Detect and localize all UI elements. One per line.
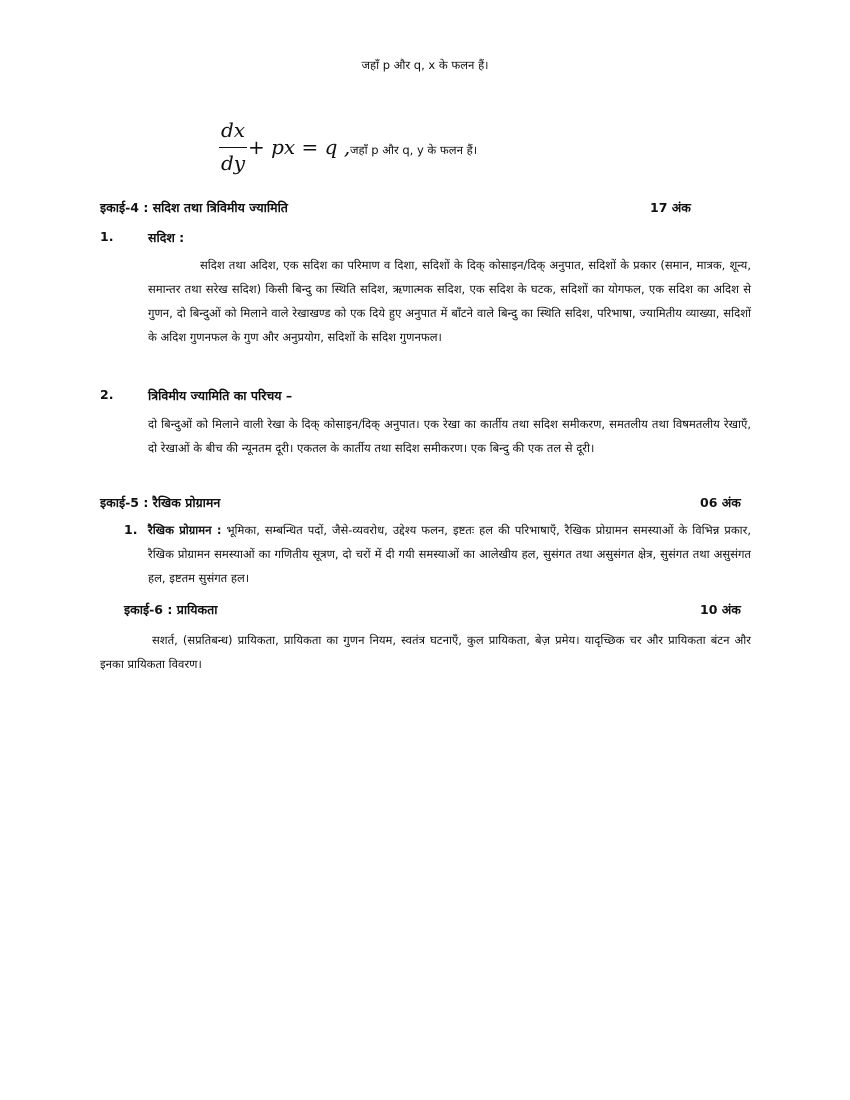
unit5-item1-number: 1. — [124, 522, 138, 537]
unit5-item1-text-block — [148, 518, 751, 590]
unit4-item2-text: दो बिन्दुओं को मिलाने वाली रेखा के दिक् कोसाइन/दिक् अनुपात। एक रेखा का कार्तीय तथा सदिश समीकरण, समतलीय तथा विषमतलीय रेखाएँ, दो रेखाओं के बीच की न्यूनतम दूरी। एकतल के कार्तीय तथा सदिश समीकरण। एक बिन्दु की एक तल से दूरी। — [148, 417, 751, 455]
unit5-item1-lead: रैखिक प्रोग्रामन : — [148, 523, 222, 537]
equation-note: जहाँ p और q, y के फलन हैं। — [350, 143, 478, 157]
unit4-item1-number: 1. — [100, 229, 114, 244]
equation-numerator: dx — [220, 118, 246, 142]
unit6-title: इकाई-6 : प्रायिकता — [124, 602, 218, 617]
unit6-marks: 10 अंक — [700, 602, 741, 617]
unit5-marks: 06 अंक — [700, 495, 741, 510]
unit5-item1-text: भूमिका, सम्बन्धित पदों, जैसे-व्यवरोध, उद्देश्य फलन, इष्टतः हल की परिभाषाएँ, रैखिक प्रोग्रामन समस्याओं के विभिन्न प्रकार, रैखिक प्रोग्रामन समस्याओं का गणितीय सूत्रण, दो चरों में दी गयी समस्याओं का आलेखीय हल, सुसंगत तथा असुसंगत क्षेत्र, सुसंगत तथा असुसंगत हल, इष्टतम सुसंगत हल। — [148, 523, 751, 585]
unit4-item2-heading: त्रिविमीय ज्यामिति का परिचय – — [148, 388, 293, 403]
equation-rhs: + px = q , — [248, 135, 351, 159]
fraction-bar — [219, 147, 247, 148]
equation-denominator: dy — [220, 151, 246, 175]
differential-equation — [218, 118, 638, 180]
unit4-marks: 17 अंक — [650, 200, 691, 215]
unit4-item2-number: 2. — [100, 387, 114, 402]
unit4-item1-text: सदिश तथा अदिश, एक सदिश का परिमाण व दिशा, सदिशों के दिक् कोसाइन/दिक् अनुपात, सदिशों के प्रकार (समान, मात्रक, शून्य, समान्तर तथा सरेख सदिश) किसी बिन्दु का स्थिति सदिश, ऋणात्मक सदिश, एक सदिश के घटक, सदिशों का योगफल, एक सदिश का अदिश से गुणन, दो बिन्दुओं को मिलाने वाले रेखाखण्ड को एक दिये हुए अनुपात में बाँटने वाले बिन्दु का स्थिति सदिश, परिभाषा, ज्यामितीय व्याख्या, सदिशों के अदिश गुणनफल के गुण और अनुप्रयोग, सदिशों के सदिश गुणनफल। — [148, 258, 751, 344]
unit5-title: इकाई-5 : रैखिक प्रोग्रामन — [100, 495, 221, 510]
unit6-text: सशर्त, (सप्रतिबन्ध) प्रायिकता, प्रायिकता का गुणन नियम, स्वतंत्र घटनाएँ, कुल प्रायिकता, बेज़ प्रमेय। यादृच्छिक चर और प्रायिकता बंटन और इनका प्रायिकता विवरण। — [100, 633, 751, 671]
unit4-title: इकाई-4 : सदिश तथा त्रिविमीय ज्यामिति — [100, 200, 288, 215]
unit4-item1-heading: सदिश : — [148, 230, 185, 245]
function-note: जहाँ p और q, x के फलन हैं। — [361, 58, 489, 72]
